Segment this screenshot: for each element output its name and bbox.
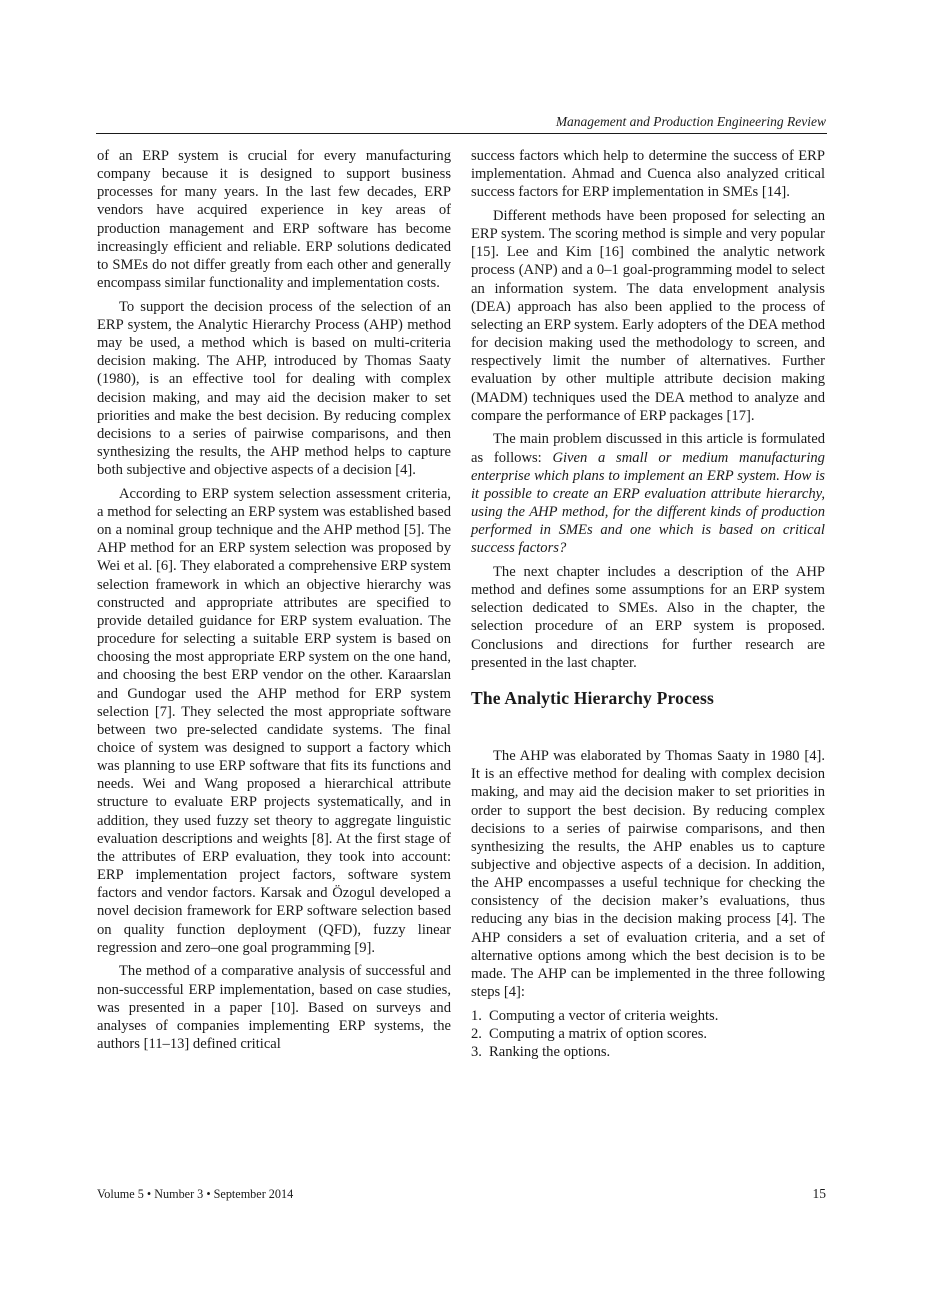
paragraph: of an ERP system is crucial for every manufacturing company because it is designed to support business processes for many years. In the last few decades, ERP vendors have acquired experience in key areas of production management and ERP software has become increasingly efficient and reliable. ERP solutions dedicated to SMEs do not differ greatly from each other and generally encompass similar functionality and implementation costs. <box>97 148 451 292</box>
list-item-number: 2. <box>471 1025 482 1042</box>
paragraph: success factors which help to determine the success of ERP implementation. Ahmad and Cuenca also analyzed critical success factors for ERP implementation in SMEs [14]. <box>471 148 825 201</box>
problem-statement-paragraph <box>471 430 825 557</box>
list-item <box>471 1025 825 1043</box>
list-item <box>471 1043 825 1061</box>
ahp-steps-list <box>471 1007 825 1061</box>
problem-statement-italic: Given a small or medium manufacturing enterprise which plans to implement an ERP system. How is it possible to create an ERP evaluation attribute hierarchy, using the AHP method, for the different kinds of production performed in SMEs and one which is based on critical success factors? <box>471 449 825 557</box>
left-column <box>97 147 451 1059</box>
problem-statement-lead: The main problem discussed in this article is formulated as follows: <box>471 431 825 466</box>
paragraph: The AHP was elaborated by Thomas Saaty in 1980 [4]. It is an effective method for dealing with complex decision making, and may aid the decision maker to set priorities in order to support the best decision. By reducing complex decisions to a series of pairwise comparisons, and then synthesizing the results, the AHP enables us to capture subjective and objective aspects of a decision. In addition, the AHP encompasses a useful technique for checking the consistency of the decision maker’s evaluations, thus reducing any bias in the decision making process [4]. The AHP considers a set of evaluation criteria, and a set of alternative options among which the best decision is to be made. The AHP can be implemented in the three following steps [4]: <box>471 748 825 1001</box>
paragraph: To support the decision process of the selection of an ERP system, the Analytic Hierarchy Process (AHP) method may be used, a method which is based on multi-criteria decision making. The AHP, introduced by Thomas Saaty (1980), is an effective tool for dealing with complex decision making, and may aid the decision maker to set priorities and make the best decision. By reducing complex decisions to a series of pairwise comparisons, and then synthesizing the results, the AHP method helps to capture both subjective and objective aspects of a decision [4]. <box>97 298 451 479</box>
running-head-journal-title: Management and Production Engineering Review <box>555 114 826 129</box>
list-item-number: 1. <box>471 1007 482 1024</box>
right-column <box>471 147 825 1061</box>
paragraph: Different methods have been proposed for selecting an ERP system. The scoring method is simple and very popular [15]. Lee and Kim [16] combined the analytic network process (ANP) and a 0–1 goal-programming model to select an information system. The data envelopment analysis (DEA) approach has also been applied to the process of selecting an ERP system. Early adopters of the DEA method for decision making used the methodology to screen, and respectively limit the number of alternatives. Further evaluation by other multiple attribute decision making (MADM) techniques used the DEA method to analyze and compare the performance of ERP packages [17]. <box>471 207 825 424</box>
footer-issue-info: Volume 5 • Number 3 • September 2014 <box>97 1187 294 1201</box>
list-item-text: Computing a matrix of option scores. <box>489 1025 708 1042</box>
list-item-number: 3. <box>471 1044 482 1061</box>
paragraph: The next chapter includes a description of the AHP method and defines some assumptions for an ERP system selection dedicated to SMEs. Also in the chapter, the selection procedure of an ERP system is proposed. Conclusions and directions for further research are presented in the last chapter. <box>471 563 825 671</box>
paragraph: The method of a comparative analysis of successful and non-successful ERP implementation, based on case studies, was presented in a paper [10]. Based on surveys and analyses of companies implementing ERP systems, the authors [11–13] defined critical <box>97 963 451 1052</box>
section-heading: The Analytic Hierarchy Process <box>471 687 715 708</box>
page-number: 15 <box>812 1186 826 1201</box>
list-item-text: Computing a vector of criteria weights. <box>489 1007 719 1024</box>
header-rule <box>96 133 827 134</box>
paragraph: According to ERP system selection assessment criteria, a method for selecting an ERP system was established based on a nominal group technique and the AHP method [5]. The AHP method for an ERP system selection was proposed by Wei et al. [6]. They elaborated a comprehensive ERP system selection framework in which an objective hierarchy was constructed and appropriate attributes are specified to provide detailed guidance for ERP system evaluation. The procedure for selecting a suitable ERP system is based on choosing the most appropriate ERP system on the one hand, and choosing the best ERP vendor on the other. Karaarslan and Gundogar used the AHP method for ERP system selection [7]. They selected the most appropriate software between two pre-selected candidate systems. The final choice of system was designed to support a factory which was planning to use ERP software that fits its functions and needs. Wei and Wang proposed a hierarchical attribute structure to evaluate ERP projects systematically, and in addition, they used fuzzy set theory to aggregate linguistic evaluation descriptions and weights [8]. At the first stage of the attributes of ERP evaluation, they took into account: ERP implementation project factors, software system factors and vendor factors. Karsak and Özogul developed a novel decision framework for ERP software selection based on quality function deployment (QFD), fuzzy linear regression and zero–one goal programming [9]. <box>97 485 451 956</box>
list-item-text: Ranking the options. <box>489 1044 611 1061</box>
list-item <box>471 1007 825 1025</box>
